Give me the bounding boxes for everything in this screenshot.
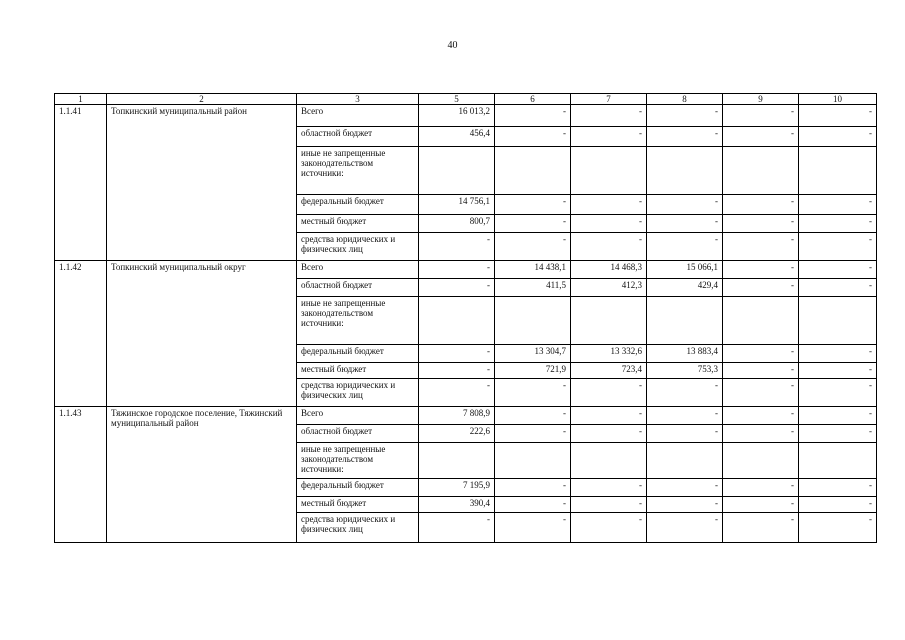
group-1-1-43	[55, 407, 877, 543]
header-cell: 1	[55, 94, 107, 105]
value-cell	[799, 443, 877, 479]
value-cell	[571, 297, 647, 345]
value-cell: 13 304,7	[495, 345, 571, 363]
value-cell: -	[571, 379, 647, 407]
value-cell: 412,3	[571, 279, 647, 297]
value-cell: -	[495, 379, 571, 407]
value-cell	[647, 147, 723, 195]
value-cell: 411,5	[495, 279, 571, 297]
value-cell: -	[723, 105, 799, 127]
value-cell: -	[647, 195, 723, 215]
header-row	[55, 94, 877, 105]
value-cell: -	[495, 513, 571, 543]
value-cell: 7 808,9	[419, 407, 495, 425]
group-name: Топкинский муниципальный округ	[107, 261, 297, 407]
value-cell	[419, 297, 495, 345]
value-cell: -	[799, 407, 877, 425]
value-cell: -	[799, 215, 877, 233]
value-cell: 390,4	[419, 497, 495, 513]
value-cell: -	[419, 379, 495, 407]
value-cell	[495, 443, 571, 479]
group-1-1-41	[55, 105, 877, 261]
row-label: иные не запрещенные законодательством источники:	[297, 443, 419, 479]
value-cell: -	[723, 363, 799, 379]
value-cell: -	[571, 479, 647, 497]
value-cell: 721,9	[495, 363, 571, 379]
value-cell: -	[799, 261, 877, 279]
row-label: средства юридических и физических лиц	[297, 233, 419, 261]
value-cell: -	[495, 215, 571, 233]
value-cell: -	[723, 379, 799, 407]
value-cell: 13 332,6	[571, 345, 647, 363]
value-cell	[419, 147, 495, 195]
value-cell: -	[419, 233, 495, 261]
value-cell: 14 468,3	[571, 261, 647, 279]
value-cell: -	[799, 379, 877, 407]
row-label: средства юридических и физических лиц	[297, 513, 419, 543]
row-label: средства юридических и физических лиц	[297, 379, 419, 407]
value-cell: -	[571, 215, 647, 233]
value-cell: -	[799, 127, 877, 147]
value-cell: -	[723, 233, 799, 261]
value-cell: 14 756,1	[419, 195, 495, 215]
value-cell: 13 883,4	[647, 345, 723, 363]
value-cell: -	[495, 233, 571, 261]
value-cell: -	[495, 127, 571, 147]
row-label: федеральный бюджет	[297, 345, 419, 363]
value-cell: -	[495, 425, 571, 443]
row-label: областной бюджет	[297, 425, 419, 443]
budget-table	[54, 93, 877, 543]
table-row	[55, 105, 877, 127]
value-cell	[723, 443, 799, 479]
value-cell: -	[647, 127, 723, 147]
row-label: Всего	[297, 407, 419, 425]
value-cell: -	[647, 497, 723, 513]
row-label: иные не запрещенные законодательством источники:	[297, 147, 419, 195]
value-cell: 723,4	[571, 363, 647, 379]
value-cell	[723, 297, 799, 345]
row-label: местный бюджет	[297, 215, 419, 233]
value-cell: -	[799, 425, 877, 443]
value-cell: -	[647, 513, 723, 543]
group-1-1-42	[55, 261, 877, 407]
value-cell: -	[495, 479, 571, 497]
value-cell: 429,4	[647, 279, 723, 297]
value-cell: 16 013,2	[419, 105, 495, 127]
value-cell: -	[799, 279, 877, 297]
group-name: Тяжинское городское поселение, Тяжинский муниципальный район	[107, 407, 297, 543]
value-cell: -	[419, 363, 495, 379]
value-cell: -	[571, 497, 647, 513]
value-cell: -	[723, 513, 799, 543]
value-cell	[495, 297, 571, 345]
value-cell: -	[799, 363, 877, 379]
value-cell: -	[647, 105, 723, 127]
table-row	[55, 407, 877, 425]
row-label: иные не запрещенные законодательством источники:	[297, 297, 419, 345]
value-cell	[799, 147, 877, 195]
value-cell: -	[799, 479, 877, 497]
table-header	[55, 94, 877, 105]
row-label: областной бюджет	[297, 279, 419, 297]
group-code: 1.1.43	[55, 407, 107, 543]
value-cell: -	[723, 279, 799, 297]
header-cell: 8	[647, 94, 723, 105]
group-name: Топкинский муниципальный район	[107, 105, 297, 261]
row-label: областной бюджет	[297, 127, 419, 147]
value-cell: -	[419, 513, 495, 543]
header-cell: 5	[419, 94, 495, 105]
value-cell: -	[799, 345, 877, 363]
value-cell: -	[647, 233, 723, 261]
value-cell	[647, 297, 723, 345]
header-cell: 3	[297, 94, 419, 105]
value-cell: 456,4	[419, 127, 495, 147]
value-cell: -	[723, 407, 799, 425]
value-cell: -	[419, 279, 495, 297]
value-cell: -	[571, 127, 647, 147]
value-cell: -	[571, 233, 647, 261]
header-cell: 7	[571, 94, 647, 105]
value-cell: -	[495, 105, 571, 127]
value-cell: 15 066,1	[647, 261, 723, 279]
value-cell: -	[571, 407, 647, 425]
value-cell	[723, 147, 799, 195]
value-cell: -	[723, 479, 799, 497]
value-cell: -	[571, 105, 647, 127]
value-cell: 800,7	[419, 215, 495, 233]
value-cell: -	[799, 497, 877, 513]
value-cell: -	[495, 195, 571, 215]
row-label: федеральный бюджет	[297, 195, 419, 215]
row-label: местный бюджет	[297, 363, 419, 379]
value-cell: -	[723, 215, 799, 233]
page-number: 40	[447, 40, 458, 51]
value-cell: 222,6	[419, 425, 495, 443]
group-code: 1.1.42	[55, 261, 107, 407]
value-cell: 753,3	[647, 363, 723, 379]
group-code: 1.1.41	[55, 105, 107, 261]
value-cell: -	[571, 425, 647, 443]
value-cell	[647, 443, 723, 479]
value-cell: 7 195,9	[419, 479, 495, 497]
value-cell: -	[419, 261, 495, 279]
row-label: федеральный бюджет	[297, 479, 419, 497]
value-cell	[799, 297, 877, 345]
value-cell: -	[723, 127, 799, 147]
header-cell: 2	[107, 94, 297, 105]
value-cell: -	[647, 407, 723, 425]
value-cell: -	[723, 425, 799, 443]
row-label: местный бюджет	[297, 497, 419, 513]
value-cell: -	[723, 345, 799, 363]
table-row	[55, 261, 877, 279]
value-cell: -	[647, 479, 723, 497]
value-cell: -	[647, 379, 723, 407]
value-cell	[419, 443, 495, 479]
header-cell: 9	[723, 94, 799, 105]
value-cell: -	[723, 497, 799, 513]
value-cell: 14 438,1	[495, 261, 571, 279]
value-cell	[571, 443, 647, 479]
value-cell: -	[799, 195, 877, 215]
value-cell: -	[799, 105, 877, 127]
row-label: Всего	[297, 105, 419, 127]
header-cell: 10	[799, 94, 877, 105]
row-label: Всего	[297, 261, 419, 279]
value-cell: -	[799, 513, 877, 543]
value-cell: -	[647, 425, 723, 443]
value-cell: -	[495, 497, 571, 513]
value-cell: -	[571, 195, 647, 215]
value-cell: -	[495, 407, 571, 425]
value-cell: -	[571, 513, 647, 543]
value-cell: -	[723, 195, 799, 215]
value-cell: -	[799, 233, 877, 261]
value-cell: -	[647, 215, 723, 233]
value-cell	[495, 147, 571, 195]
value-cell	[571, 147, 647, 195]
header-cell: 6	[495, 94, 571, 105]
value-cell: -	[419, 345, 495, 363]
value-cell: -	[723, 261, 799, 279]
